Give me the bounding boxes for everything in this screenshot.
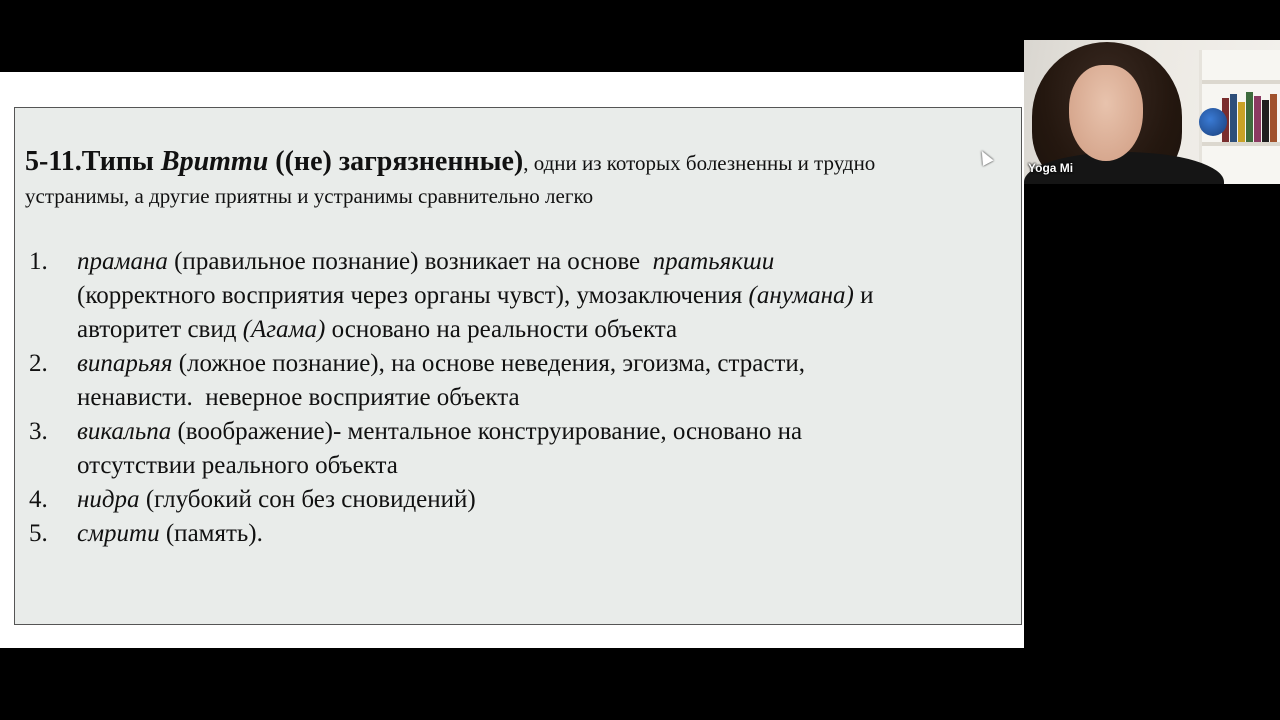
list-item — [29, 347, 999, 415]
vritti-list — [29, 245, 999, 551]
list-item-number: 3. — [29, 418, 48, 445]
participant-video-tile[interactable] — [1024, 40, 1280, 184]
sanskrit-term: смрити — [77, 520, 160, 547]
list-item-text: и — [853, 282, 874, 309]
title-prefix: 5-11.Типы — [25, 146, 161, 177]
list-item-number: 1. — [29, 248, 48, 275]
title-bold — [25, 146, 523, 177]
slide-title — [25, 146, 1015, 178]
list-item-number: 5. — [29, 520, 48, 547]
sanskrit-term: прамана — [77, 248, 168, 275]
shared-screen — [0, 72, 1024, 648]
list-item-number: 2. — [29, 350, 48, 377]
list-item — [29, 245, 999, 347]
list-item-text: (память). — [159, 520, 263, 547]
list-item-line — [77, 381, 999, 415]
title-rest-line1: , одни из которых болезненны и трудно — [523, 151, 876, 175]
list-item — [29, 483, 999, 517]
list-item-text: (корректного восприятия через органы чувст), умозаключения — [77, 282, 749, 309]
list-item-text: (глубокий сон без сновидений) — [139, 486, 476, 513]
list-item-text: (правильное познание) возникает на основе — [167, 248, 653, 275]
sanskrit-term: пратьякши — [652, 248, 775, 275]
list-item-line — [77, 483, 999, 517]
list-item-line — [77, 517, 999, 551]
title-italic-word: Вритти — [160, 146, 269, 177]
title-rest-line2: устранимы, а другие приятны и устранимы сравнительно легко — [25, 184, 594, 208]
sanskrit-term: нидра — [77, 486, 140, 513]
participant-face — [1069, 65, 1143, 161]
list-item-line — [77, 347, 999, 381]
list-item-number: 4. — [29, 486, 48, 513]
list-item-line — [77, 245, 999, 279]
background-globe — [1199, 108, 1227, 136]
sanskrit-term: викальпа — [77, 418, 172, 445]
list-item-line — [77, 279, 999, 313]
list-item-text: (ложное познание), на основе неведения, эгоизма, страсти, — [172, 350, 806, 377]
list-item-text: отсутствии реального объекта — [77, 452, 398, 479]
title-suffix: ((не) загрязненные) — [268, 146, 524, 177]
sanskrit-term: (анумана) — [748, 282, 854, 309]
sanskrit-term: випарьяя — [77, 350, 173, 377]
list-item-text: авторитет свид — [77, 316, 243, 343]
list-item-line — [77, 313, 999, 347]
participant-name-label: Yoga Mi — [1028, 161, 1074, 175]
list-item — [29, 415, 999, 483]
list-item-line — [77, 449, 999, 483]
sanskrit-term: (Агама) — [242, 316, 326, 343]
list-item-text: ненависти. неверное восприятие объекта — [77, 384, 520, 411]
list-item-line — [77, 415, 999, 449]
list-item — [29, 517, 999, 551]
list-item-text: (воображение)- ментальное конструирование, основано на — [171, 418, 803, 445]
presentation-slide — [14, 107, 1022, 625]
list-item-text: основано на реальности объекта — [325, 316, 678, 343]
